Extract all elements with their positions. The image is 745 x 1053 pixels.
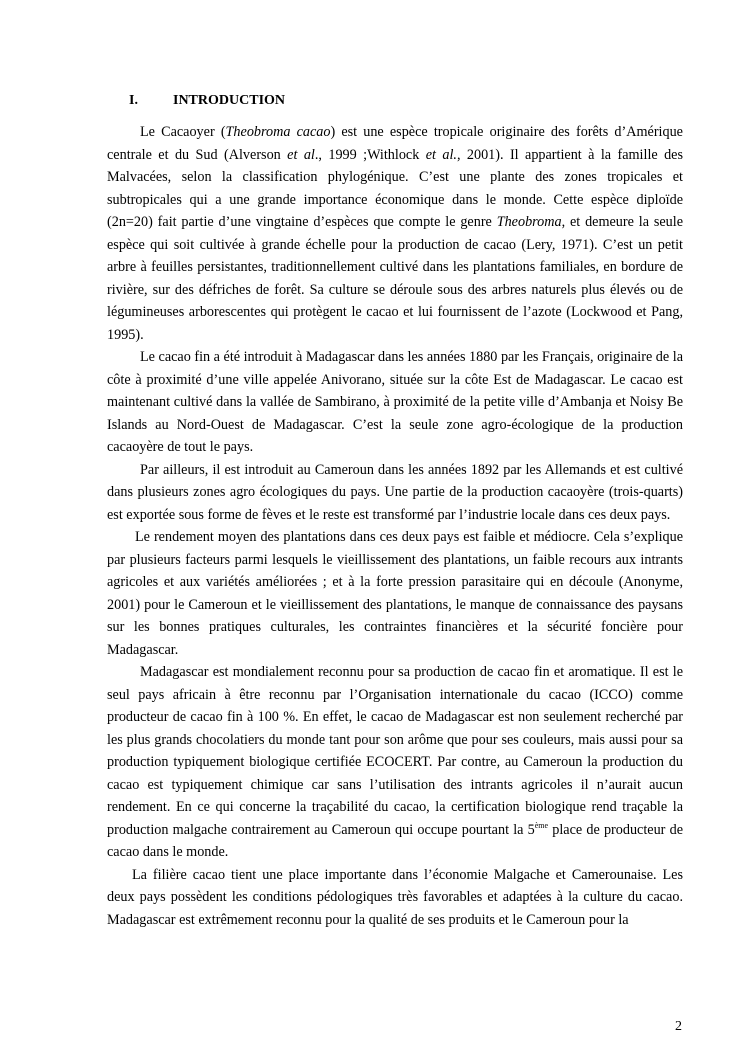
paragraph-5-superscript: ème xyxy=(534,820,549,830)
paragraph-5-text-a: Madagascar est mondialement reconnu pour sa production de cacao fin et aromatique. Il est le seul pays africain à être reconnu par l’Organisation internationale du cacao (ICCO) comme producteur de cacao fin à 100 %. En effet, le cacao de Madagascar est non seulement recherché par les plus grands chocolatiers du monde tant pour son arôme que pour ses couleurs, mais aussi pour sa production typiquement biologique certifiée ECOCERT. Par contre, au Cameroun la production du cacao est typiquement chimique car sans l’utilisation des intrants agricoles il n’aurait aucun rendement. En ce qui concerne la traçabilité du cacao, la certification biologique rend traçable la production malgache contrairement au Cameroun qui occupe pourtant la 5 xyxy=(107,664,683,838)
paragraph-1-italic-c: et al. xyxy=(425,146,457,163)
paragraph-1-text-e: , et demeure la seule espèce qui soit cultivée à grande échelle pour la production de cacao (Lery, 1971). C’est un petit arbre à feuilles persistantes, traditionnellement cultivé dans les plantations familiales, en bordure de rivière, sur des défriches de forêt. Sa culture se déroule sous des arbres naturels plus élevés ou de légumineuses arborescentes qui protègent le cacao et lui fournissent de l’azote (Lockwood et Pang, 1995). xyxy=(107,214,683,343)
paragraph-1-text-b: ) est une espèce tropicale originaire des forêts d’Amérique centrale et du Sud (Alverson xyxy=(107,124,683,163)
paragraph-1-italic-a: Theobroma cacao xyxy=(225,124,331,140)
section-number: I. xyxy=(129,93,138,108)
paragraph-1-italic-b: et al xyxy=(287,146,315,163)
paragraph-5-text-b: place de producteur de cacao dans le monde. xyxy=(107,821,683,860)
section-heading xyxy=(129,92,285,110)
paragraph-4: Le rendement moyen des plantations dans ces deux pays est faible et médiocre. Cela s’explique par plusieurs facteurs parmi lesquels le vieillissement des plantations, un faible recours aux intrants agricoles et aux variétés améliorées ; et à la forte pression parasitaire qui en découle (Anonyme, 2001) pour le Cameroun et le vieillissement des plantations, le manque de connaissance des paysans sur les bonnes pratiques culturales, les contraintes financières et la sécurité foncière pour Madagascar. xyxy=(107,529,683,658)
page-number: 2 xyxy=(675,1019,682,1034)
paragraph-1-italic-d: Theobroma xyxy=(496,214,562,230)
section-title: INTRODUCTION xyxy=(173,93,286,108)
body-text xyxy=(107,121,683,931)
paragraph-2: Le cacao fin a été introduit à Madagascar dans les années 1880 par les Français, originaire de la côte à proximité d’une ville appelée Anivorano, située sur la côte Est de Madagascar. Le cacao est maintenant cultivé dans la vallée de Sambirano, à proximité de la petite ville d’Ambanja et Noisy Be Islands au Nord-Ouest de Madagascar. C’est la seule zone agro-écologique de la production cacaoyère de tout le pays. xyxy=(107,349,683,455)
paragraph-1-text-d: , 2001). Il appartient à la famille des Malvacées, selon la classification phylogénique. C’est une plante des zones tropicales et subtropicales qui a une grande importance économique dans le monde. Cette espèce diploïde (2n=20) fait partie d’une vingtaine d’espèces que compte le genre xyxy=(107,146,683,230)
paragraph-1-text-a: Le Cacaoyer ( xyxy=(140,124,226,140)
paragraph-3: Par ailleurs, il est introduit au Cameroun dans les années 1892 par les Allemands et est cultivé dans plusieurs zones agro écologiques du pays. Une partie de la production cacaoyère (trois-quarts) est exportée sous forme de fèves et le reste est transformé par l’industrie locale dans ces deux pays. xyxy=(107,461,683,523)
paragraph-1 xyxy=(107,121,683,346)
paragraph-5 xyxy=(107,661,683,864)
paragraph-6: La filière cacao tient une place importante dans l’économie Malgache et Camerounaise. Les deux pays possèdent les conditions pédologiques très favorables et adaptées à la culture du cacao. Madagascar est extrêmement reconnu pour la qualité de ses produits et le Cameroun pour la xyxy=(107,866,683,928)
paragraph-1-text-c: ., 1999 ;Withlock xyxy=(314,146,426,163)
